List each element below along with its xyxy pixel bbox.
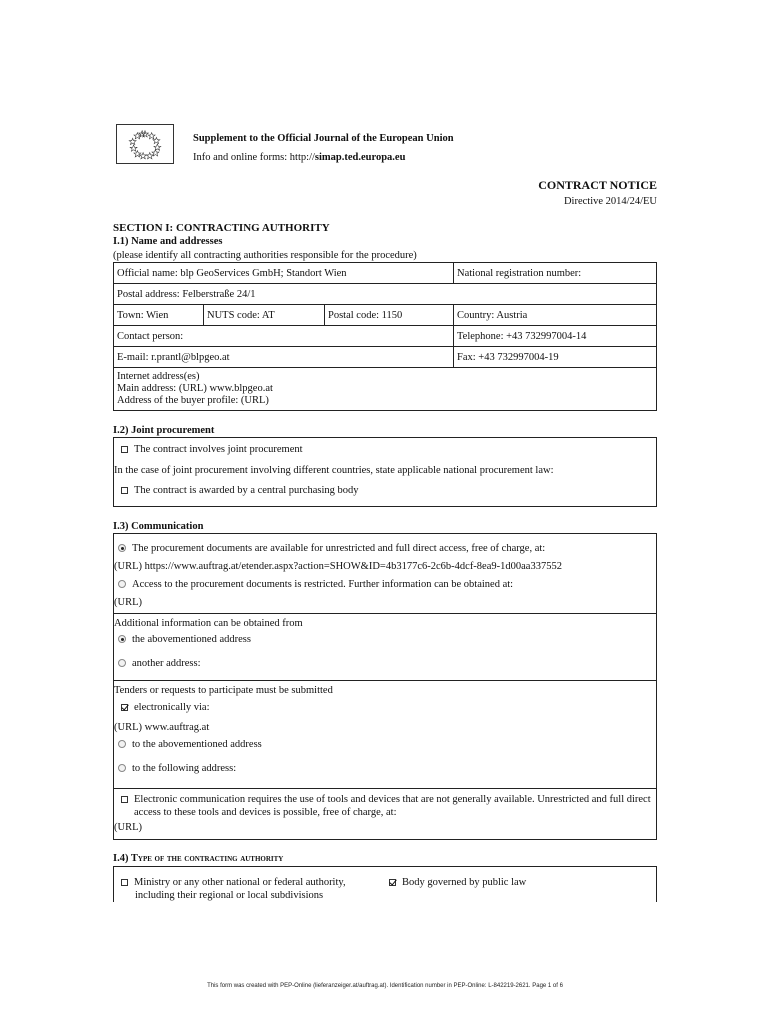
country: Country: Austria [457, 309, 528, 321]
national-law-text: In the case of joint procurement involving different countries, state applicable national procurement law: [114, 465, 554, 476]
telephone: Telephone: +43 732997004-14 [457, 330, 587, 342]
joint-procurement-label: The contract involves joint procurement [134, 444, 303, 455]
another-address-radio[interactable] [118, 659, 126, 667]
main-address[interactable]: Main address: (URL) www.blpgeo.at [117, 383, 273, 394]
additional-info-label: Additional information can be obtained from [114, 618, 303, 629]
i2-heading: I.2) Joint procurement [113, 425, 215, 436]
unrestricted-option[interactable] [118, 543, 545, 554]
page-footer: This form was created with PEP-Online (lieferanzeiger.at/auftrag.at). Identification number in PEP-Online: L-842219-2621. Page 1 of 6 [207, 983, 563, 989]
table-row [114, 326, 656, 347]
tools-checkbox[interactable] [121, 796, 128, 803]
restricted-option[interactable] [118, 579, 513, 590]
info-prefix: Info and online forms: http:// [193, 152, 315, 163]
fax: Fax: +43 732997004-19 [457, 351, 559, 363]
table-row [114, 347, 656, 368]
tools-option[interactable] [121, 794, 651, 805]
another-address-option[interactable] [118, 658, 201, 669]
postal-code: Postal code: 1150 [325, 305, 454, 325]
central-purchasing-checkbox[interactable] [121, 487, 128, 494]
i4-heading [113, 853, 283, 864]
email: E-mail: r.prantl@blpgeo.at [114, 347, 454, 367]
ministry-label-line2: including their regional or local subdivisions [135, 890, 324, 901]
public-law-checkbox[interactable] [389, 879, 396, 886]
to-above-address-option[interactable] [118, 739, 262, 750]
unrestricted-url[interactable]: (URL) https://www.auftrag.at/etender.aspx?action=SHOW&ID=4b3177c6-2c6b-4dcf-8ea9-1d00aa337552 [114, 561, 562, 572]
unrestricted-radio[interactable] [118, 544, 126, 552]
info-site-link[interactable]: simap.ted.europa.eu [314, 152, 406, 163]
above-address-label: the abovementioned address [132, 634, 251, 645]
table-row [114, 305, 656, 326]
restricted-label: Access to the procurement documents is restricted. Further information can be obtained at: [132, 579, 514, 590]
ministry-option[interactable] [121, 877, 346, 888]
joint-procurement-option[interactable] [121, 444, 303, 455]
ministry-label-line1: Ministry or any other national or federal authority, [134, 877, 346, 888]
public-law-option[interactable] [389, 877, 526, 888]
official-name: Official name: blp GeoServices GmbH; Standort Wien [114, 263, 454, 283]
public-law-label: Body governed by public law [402, 877, 527, 888]
to-following-address-label: to the following address: [132, 763, 237, 774]
i1-heading: I.1) Name and addresses [113, 236, 223, 247]
table-row [114, 368, 656, 410]
to-following-address-option[interactable] [118, 763, 236, 774]
buyer-profile: Address of the buyer profile: (URL) [117, 395, 269, 406]
i4-heading-rest: ype of the contracting authority [137, 853, 284, 864]
electronically-label: electronically via: [134, 702, 210, 713]
electronically-checkbox[interactable] [121, 704, 128, 711]
national-registration: National registration number: [457, 267, 582, 279]
electronically-option[interactable] [121, 702, 210, 713]
unrestricted-label: The procurement documents are available for unrestricted and full direct access, free of charge, at: [132, 543, 546, 554]
electronic-url[interactable]: (URL) www.auftrag.at [114, 722, 210, 733]
tools-url: (URL) [114, 822, 142, 833]
to-following-address-radio[interactable] [118, 764, 126, 772]
joint-procurement-checkbox[interactable] [121, 446, 128, 453]
town: Town: Wien [114, 305, 204, 325]
i1-note: (please identify all contracting authorities responsible for the procedure) [113, 250, 417, 261]
central-purchasing-label: The contract is awarded by a central purchasing body [134, 485, 359, 496]
ministry-checkbox[interactable] [121, 879, 128, 886]
internet-label: Internet address(es) [117, 371, 200, 382]
restricted-radio[interactable] [118, 580, 126, 588]
internet-addresses [114, 368, 656, 410]
i4-heading-prefix: I.4) T [113, 853, 138, 864]
name-addresses-table [113, 262, 657, 411]
eu-flag-logo [116, 124, 174, 164]
table-row [114, 284, 656, 305]
notice-title: CONTRACT NOTICE [538, 178, 657, 192]
info-line [193, 152, 405, 163]
postal-address: Postal address: Felberstraße 24/1 [117, 288, 256, 300]
tools-label-line2: access to these tools and devices is possible, free of charge, at: [134, 807, 397, 818]
above-address-radio[interactable] [118, 635, 126, 643]
directive-label: Directive 2014/24/EU [563, 196, 657, 207]
another-address-label: another address: [132, 658, 201, 669]
tools-label-line1: Electronic communication requires the use of tools and devices that are not generally available. Unrestricted and full direct [134, 794, 651, 805]
to-above-address-label: to the abovementioned address [132, 739, 262, 750]
i3-heading: I.3) Communication [113, 521, 204, 532]
table-row [114, 263, 656, 284]
section-title: SECTION I: CONTRACTING AUTHORITY [113, 222, 330, 234]
tenders-label: Tenders or requests to participate must be submitted [114, 685, 333, 696]
above-address-option[interactable] [118, 634, 251, 645]
central-purchasing-option[interactable] [121, 485, 359, 496]
nuts-code: NUTS code: AT [204, 305, 325, 325]
contact-person: Contact person: [114, 326, 454, 346]
restricted-url: (URL) [114, 597, 142, 608]
journal-title: Supplement to the Official Journal of the European Union [193, 133, 454, 144]
to-above-address-radio[interactable] [118, 740, 126, 748]
